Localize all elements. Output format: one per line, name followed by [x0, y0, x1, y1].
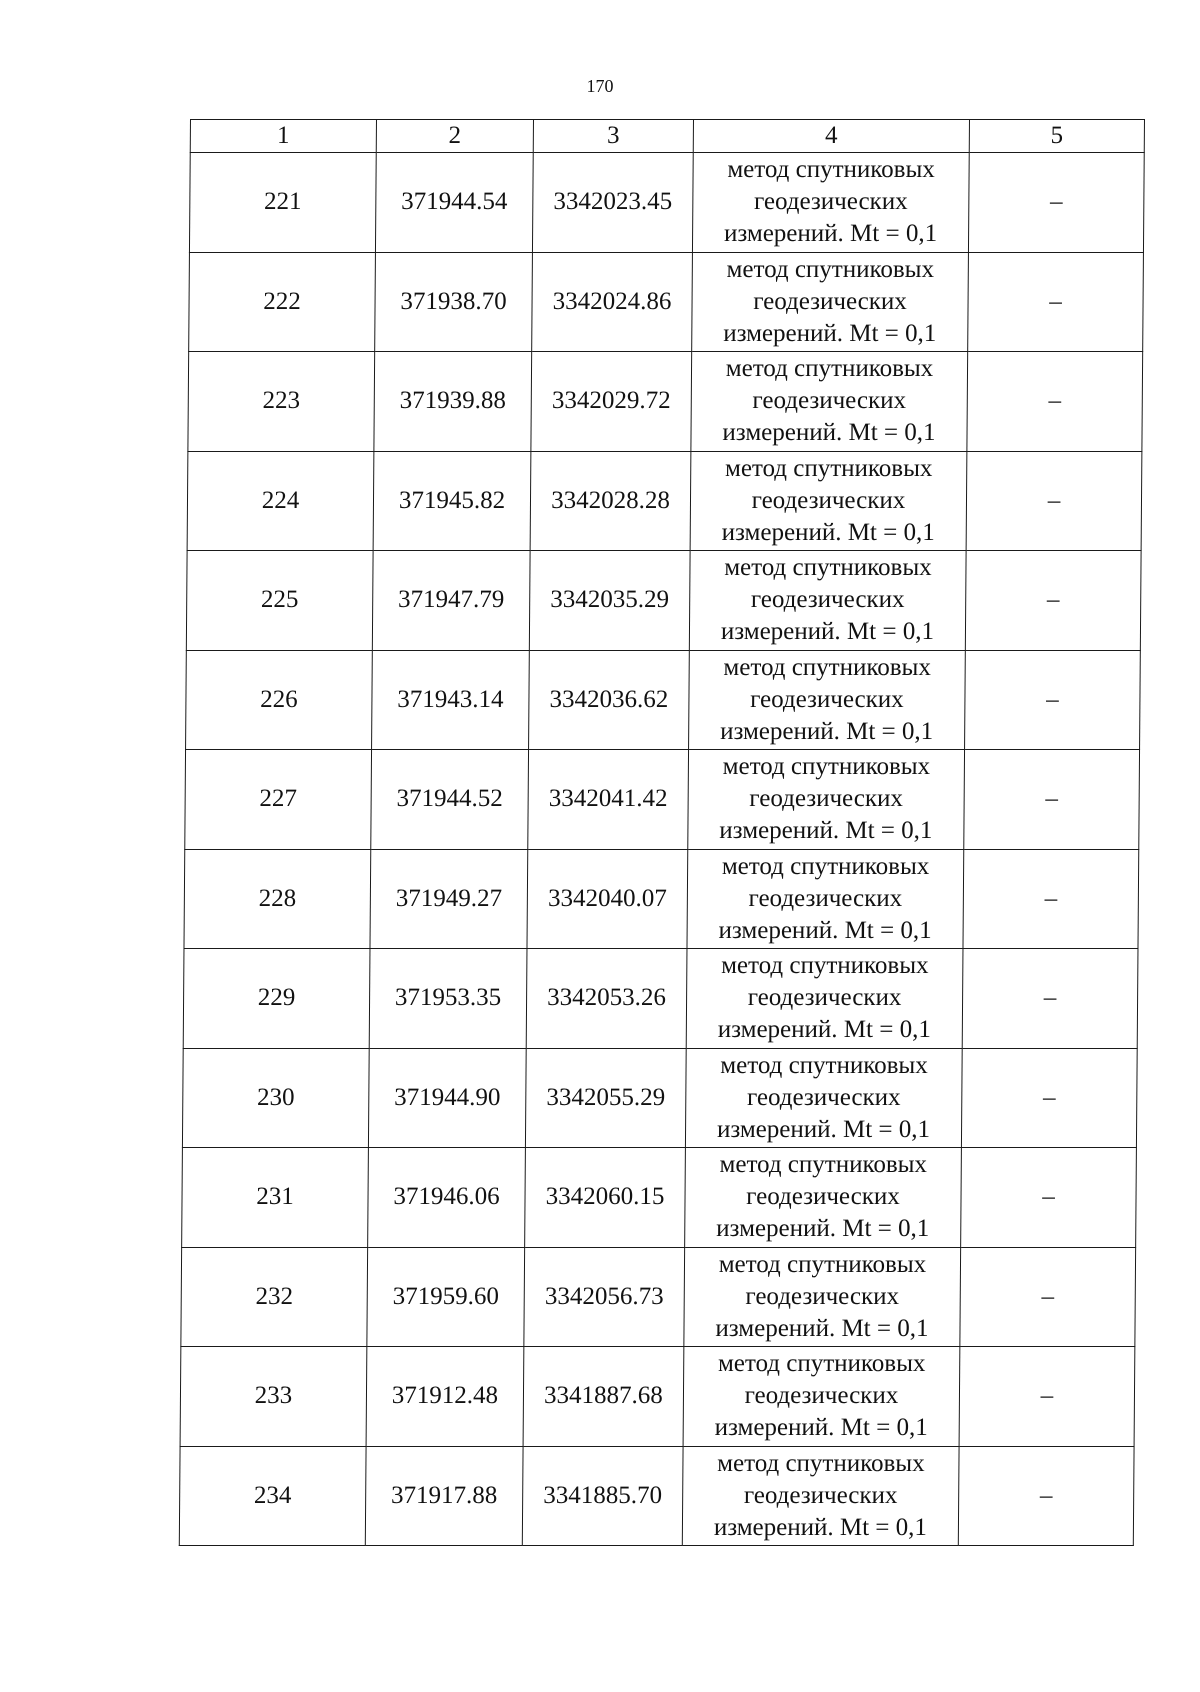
method-line: метод спутниковых: [721, 952, 929, 980]
note-cell: –: [968, 252, 1144, 352]
method-cell: [690, 451, 967, 551]
x-coordinate-cell: 371917.88: [365, 1446, 523, 1546]
y-coordinate-cell: 3342055.29: [525, 1048, 686, 1148]
point-number-cell: 227: [185, 750, 372, 850]
method-line: измерений. Mt = 0,1: [715, 1314, 929, 1342]
x-coordinate-cell: 371912.48: [366, 1347, 524, 1447]
y-coordinate-cell: 3342028.28: [530, 451, 691, 551]
x-coordinate-cell: 371938.70: [375, 252, 533, 352]
method-line: метод спутниковых: [717, 1350, 926, 1378]
method-line: геодезических: [753, 287, 907, 315]
method-line: геодезических: [747, 984, 902, 1012]
method-line: геодезических: [745, 1282, 900, 1310]
method-line: измерений. Mt = 0,1: [717, 1016, 931, 1044]
note-cell: –: [965, 650, 1141, 750]
table-row: [185, 750, 1140, 850]
method-cell: [685, 1148, 962, 1248]
method-line: метод спутниковых: [718, 1250, 927, 1278]
table-row: [186, 551, 1141, 651]
table-row: [179, 1446, 1134, 1546]
point-number-cell: 228: [184, 849, 371, 949]
method-line: измерений. Mt = 0,1: [713, 1513, 928, 1541]
y-coordinate-cell: 3342023.45: [532, 153, 693, 253]
x-coordinate-cell: 371944.52: [371, 750, 529, 850]
x-coordinate-cell: 371947.79: [372, 551, 530, 651]
method-line: геодезических: [746, 1183, 900, 1211]
method-line: метод спутниковых: [720, 1051, 928, 1079]
method-line: измерений. Mt = 0,1: [716, 1115, 931, 1143]
method-line: геодезических: [752, 387, 907, 415]
column-header: 3: [533, 120, 693, 153]
note-cell: –: [962, 949, 1138, 1049]
x-coordinate-cell: 371944.90: [368, 1048, 526, 1148]
table-row: [181, 1247, 1136, 1347]
note-cell: –: [960, 1247, 1136, 1347]
method-line: метод спутниковых: [722, 753, 931, 781]
point-number-cell: 223: [188, 352, 375, 452]
method-line: геодезических: [743, 1481, 898, 1509]
method-cell: [685, 1048, 962, 1148]
point-number-cell: 229: [183, 949, 370, 1049]
coordinates-table: [179, 119, 1145, 1546]
page-number: 170: [586, 76, 614, 96]
method-line: метод спутниковых: [725, 355, 934, 383]
method-line: измерений. Mt = 0,1: [714, 1414, 928, 1442]
column-header: 4: [693, 120, 969, 153]
method-line: измерений. Mt = 0,1: [723, 220, 938, 248]
point-number-cell: 222: [189, 252, 376, 352]
method-line: измерений. Mt = 0,1: [720, 717, 934, 745]
table-row: [189, 153, 1144, 253]
note-cell: –: [961, 1048, 1137, 1148]
method-line: геодезических: [746, 1083, 901, 1111]
table-row: [188, 352, 1143, 452]
method-cell: [684, 1247, 961, 1347]
y-coordinate-cell: 3342041.42: [528, 750, 689, 850]
method-line: геодезических: [744, 1382, 899, 1410]
method-line: метод спутниковых: [727, 156, 935, 184]
table-row: [186, 650, 1141, 750]
point-number-cell: 225: [186, 551, 373, 651]
method-line: геодезических: [750, 685, 904, 713]
table-row: [180, 1347, 1135, 1447]
x-coordinate-cell: 371945.82: [373, 451, 531, 551]
method-cell: [692, 153, 969, 253]
coordinates-table-container: [179, 119, 1144, 1546]
y-coordinate-cell: 3342060.15: [525, 1148, 686, 1248]
table-header-row: [190, 120, 1144, 153]
method-line: геодезических: [749, 785, 904, 813]
method-line: геодезических: [748, 884, 903, 912]
point-number-cell: 234: [179, 1446, 366, 1546]
x-coordinate-cell: 371959.60: [367, 1247, 525, 1347]
note-cell: –: [964, 750, 1140, 850]
method-line: измерений. Mt = 0,1: [721, 518, 935, 546]
method-line: измерений. Mt = 0,1: [723, 319, 937, 347]
y-coordinate-cell: 3342056.73: [524, 1247, 685, 1347]
column-header: 1: [190, 120, 376, 153]
table-row: [182, 1148, 1137, 1248]
x-coordinate-cell: 371946.06: [368, 1148, 526, 1248]
table-body: [179, 120, 1144, 1546]
note-cell: –: [968, 153, 1144, 253]
method-line: измерений. Mt = 0,1: [720, 618, 935, 646]
table-row: [183, 949, 1138, 1049]
y-coordinate-cell: 3342029.72: [531, 352, 692, 452]
method-line: метод спутниковых: [717, 1449, 925, 1477]
column-header: 2: [376, 120, 533, 153]
x-coordinate-cell: 371953.35: [369, 949, 527, 1049]
y-coordinate-cell: 3341887.68: [523, 1347, 684, 1447]
method-cell: [683, 1347, 960, 1447]
method-cell: [689, 551, 966, 651]
method-line: метод спутниковых: [724, 554, 932, 582]
method-line: метод спутниковых: [726, 255, 935, 283]
method-line: измерений. Mt = 0,1: [716, 1215, 930, 1243]
note-cell: –: [966, 451, 1142, 551]
x-coordinate-cell: 371939.88: [374, 352, 532, 452]
column-header: 5: [969, 120, 1144, 153]
method-cell: [687, 849, 964, 949]
method-line: измерений. Mt = 0,1: [722, 419, 936, 447]
method-line: геодезических: [751, 486, 906, 514]
point-number-cell: 221: [189, 153, 376, 253]
note-cell: –: [959, 1347, 1135, 1447]
method-cell: [692, 252, 969, 352]
point-number-cell: 226: [186, 650, 373, 750]
method-cell: [689, 650, 966, 750]
method-line: метод спутниковых: [723, 653, 932, 681]
method-cell: [686, 949, 963, 1049]
method-cell: [682, 1446, 959, 1546]
note-cell: –: [961, 1148, 1137, 1248]
y-coordinate-cell: 3341885.70: [522, 1446, 683, 1546]
method-line: измерений. Mt = 0,1: [718, 916, 932, 944]
note-cell: –: [965, 551, 1141, 651]
method-line: метод спутниковых: [721, 852, 930, 880]
y-coordinate-cell: 3342035.29: [529, 551, 690, 651]
method-line: метод спутниковых: [719, 1151, 928, 1179]
method-line: метод спутниковых: [724, 454, 933, 482]
x-coordinate-cell: 371949.27: [370, 849, 528, 949]
point-number-cell: 231: [182, 1148, 369, 1248]
y-coordinate-cell: 3342040.07: [527, 849, 688, 949]
y-coordinate-cell: 3342024.86: [532, 252, 693, 352]
table-row: [182, 1048, 1137, 1148]
x-coordinate-cell: 371943.14: [372, 650, 530, 750]
table-row: [189, 252, 1144, 352]
table-row: [187, 451, 1142, 551]
point-number-cell: 224: [187, 451, 374, 551]
y-coordinate-cell: 3342053.26: [526, 949, 687, 1049]
method-line: геодезических: [753, 188, 908, 216]
note-cell: –: [958, 1446, 1134, 1546]
method-cell: [691, 352, 968, 452]
table-row: [184, 849, 1139, 949]
note-cell: –: [967, 352, 1143, 452]
method-line: геодезических: [750, 586, 905, 614]
note-cell: –: [963, 849, 1139, 949]
x-coordinate-cell: 371944.54: [375, 153, 533, 253]
point-number-cell: 230: [182, 1048, 369, 1148]
point-number-cell: 233: [180, 1347, 367, 1447]
method-cell: [688, 750, 965, 850]
y-coordinate-cell: 3342036.62: [529, 650, 690, 750]
point-number-cell: 232: [181, 1247, 368, 1347]
method-line: измерений. Mt = 0,1: [719, 817, 933, 845]
